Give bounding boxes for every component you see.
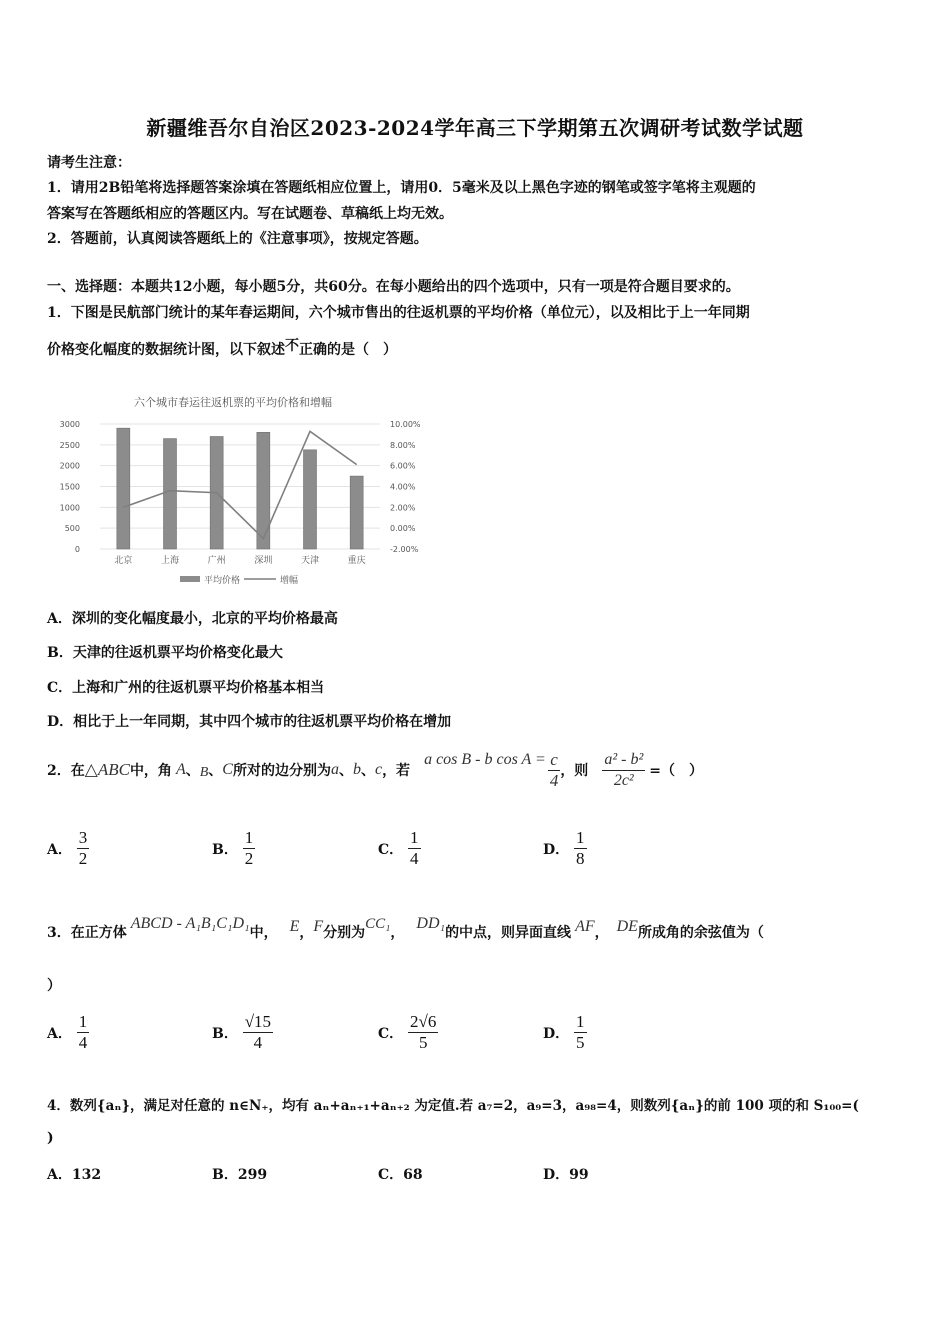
q3-comma3: ，	[594, 925, 609, 941]
q4-option-c: C．68	[378, 1167, 423, 1183]
q3-cube: ABCD - A₁B₁C₁D₁	[130, 915, 250, 932]
q3-option-b-label: B．	[212, 1025, 238, 1042]
q3-option-d-label: D．	[543, 1025, 570, 1042]
q2-option-c-label: C．	[378, 841, 404, 858]
chart-left-axis	[60, 420, 80, 554]
q1-chart-svg	[48, 384, 438, 598]
q3-prefix: 3．在正方体	[47, 925, 127, 941]
q2-angle-a: A	[175, 761, 186, 778]
q3-text3: 的中点，则异面直线	[445, 925, 572, 941]
q3-option-a-frac	[77, 1012, 90, 1053]
q2-c-num: 1	[410, 828, 419, 847]
chart-category-labels	[114, 554, 365, 566]
q2-option-b	[212, 828, 255, 869]
q3-option-c-frac	[408, 1012, 438, 1053]
q3-text1: 中，	[249, 925, 278, 941]
q2-target-num: a² - b²	[602, 750, 645, 771]
q3-point-e: E	[289, 918, 300, 935]
q2-option-a	[47, 828, 89, 869]
q4-stem: 4．数列{aₙ}，满足对任意的 n∈N₊，均有 aₙ+aₙ₊₁+aₙ₊₂ 为定值.若 a₇=2，a₉=3，a₉₈=4，则数列{aₙ}的前 100 项的和 S₁₀₀=(	[47, 1098, 859, 1114]
q2-prefix: 2．在	[47, 763, 85, 779]
q2-option-c-frac	[408, 828, 421, 869]
chart-left-tick: 2500	[59, 440, 80, 450]
q3-point-f: F	[313, 918, 324, 935]
q2-a-num: 3	[78, 828, 88, 847]
q2-option-d-label: D．	[543, 841, 570, 858]
q4-option-a: A．132	[47, 1167, 102, 1183]
notice-line-2: 2．答题前，认真阅读答题纸上的《注意事项》，按规定答题。	[47, 231, 428, 247]
q2-option-b-frac	[243, 828, 256, 869]
q2-option-a-frac	[77, 828, 90, 869]
notice-line-1a: 1．请用2B铅笔将选择题答案涂填在答题纸相应位置上，请用0．5毫米及以上黑色字迹的钢笔或签字笔将主观题的	[47, 180, 756, 196]
chart-line	[123, 431, 356, 538]
q1-option-c: C．上海和广州的往返机票平均价格基本相当	[47, 680, 325, 696]
chart-right-tick: -2.00%	[390, 545, 419, 554]
q2-text4: ，则	[560, 763, 589, 779]
q2-option-d-frac	[574, 828, 587, 869]
q2-text1: 中，角	[129, 763, 172, 779]
q3-stem	[47, 912, 764, 952]
q2-b-den: 2	[244, 849, 254, 868]
q2-sep2: 、	[208, 763, 223, 779]
q2-text5: =（ ）	[649, 763, 703, 779]
q2-equation-frac	[548, 750, 561, 791]
chart-category-label: 天津	[300, 556, 320, 566]
legend-bar-swatch	[180, 576, 200, 582]
q3-option-b	[212, 1012, 273, 1053]
legend-line-label: 增幅	[280, 576, 299, 586]
notice-line-1b: 答案写在答题纸相应的答题区内。写在试题卷、草稿纸上均无效。	[47, 206, 453, 222]
q3-d-num: 1	[576, 1012, 585, 1031]
chart-category-label: 上海	[160, 556, 180, 566]
chart-gridlines	[100, 424, 380, 549]
q2-side-c: c	[374, 761, 383, 778]
q3-edge-dd1: DD₁	[416, 915, 446, 932]
q4-option-b: B．299	[212, 1167, 268, 1183]
q2-angle-c: C	[222, 761, 233, 778]
chart-right-tick: 8.00%	[390, 440, 416, 450]
q2-side-a: a	[330, 761, 339, 778]
q3-option-c	[378, 1012, 438, 1053]
chart-left-tick: 2000	[59, 461, 80, 471]
chart-bar-4	[257, 432, 270, 549]
q3-comma2: ，	[390, 925, 405, 941]
chart-right-tick: 6.00%	[390, 461, 416, 471]
q2-option-a-label: A．	[47, 841, 72, 858]
chart-category-label: 深圳	[254, 556, 273, 566]
q2-option-b-label: B．	[212, 841, 238, 858]
chart-left-tick: 500	[64, 524, 80, 534]
chart-legend	[180, 574, 298, 586]
q1-stem-not: 不	[285, 338, 299, 354]
q3-a-den: 4	[78, 1033, 88, 1052]
q3-c-den: 5	[418, 1033, 428, 1052]
q2-eq-den: 4	[549, 770, 559, 790]
chart-right-tick: 2.00%	[390, 503, 416, 513]
chart-bars	[117, 428, 363, 549]
q3-a-num: 1	[78, 1012, 88, 1031]
q2-side-b: b	[352, 761, 361, 778]
chart-right-tick: 4.00%	[390, 482, 416, 492]
q2-text2: 所对的边分别为	[232, 763, 331, 779]
chart-bar-1	[117, 428, 130, 549]
chart-left-tick: 1000	[59, 503, 80, 513]
q3-text4: 所成角的余弦值为（	[637, 925, 764, 941]
q2-sep4: 、	[360, 763, 375, 779]
chart-left-tick: 1500	[59, 482, 80, 492]
notice-heading: 请考生注意：	[47, 155, 131, 171]
q3-option-d	[543, 1012, 587, 1053]
chart-left-tick: 3000	[59, 420, 80, 429]
q3-option-c-label: C．	[378, 1025, 404, 1042]
q2-sep1: 、	[185, 763, 200, 779]
q3-close: ）	[47, 978, 61, 994]
chart-title: 六个城市春运往返机票的平均价格和增幅	[134, 396, 332, 409]
q1-stem-line2c: 正确的是（ ）	[299, 342, 397, 358]
q2-stem	[47, 746, 703, 794]
q3-b-num: √15	[244, 1012, 272, 1031]
q3-line-de: DE	[616, 918, 638, 935]
chart-bar-6	[350, 476, 363, 549]
section-heading: 一、选择题：本题共12小题，每小题5分，共60分。在每小题给出的四个选项中，只有一项是符合题目要求的。	[47, 279, 740, 295]
q3-text2: 分别为	[323, 925, 366, 941]
q2-option-c	[378, 828, 421, 869]
chart-category-label: 北京	[114, 556, 133, 566]
q3-d-den: 5	[576, 1033, 585, 1052]
q2-b-num: 1	[244, 828, 254, 847]
chart-right-axis	[390, 420, 421, 554]
chart-bar-5	[304, 450, 317, 549]
q3-c-num: 2√6	[410, 1012, 437, 1031]
q1-chart	[48, 384, 438, 598]
chart-right-tick: 0.00%	[390, 524, 416, 534]
page-title: 新疆维吾尔自治区2023-2024学年高三下学期第五次调研考试数学试题	[146, 116, 804, 140]
q2-sep3: 、	[338, 763, 353, 779]
q3-edge-cc1: CC₁	[365, 915, 391, 932]
q1-option-d: D．相比于上一年同期，其中四个城市的往返机票平均价格在增加	[47, 714, 452, 730]
chart-category-label: 广州	[207, 556, 226, 566]
chart-left-tick: 0	[74, 545, 80, 554]
q3-option-d-frac	[574, 1012, 587, 1053]
q2-target-frac	[602, 750, 645, 791]
q2-d-num: 1	[576, 828, 585, 847]
q3-line-af: AF	[575, 918, 595, 935]
chart-bar-2	[164, 439, 177, 549]
q2-angle-b: B	[199, 765, 209, 780]
q2-d-den: 8	[576, 849, 585, 868]
q4-close: )	[47, 1130, 54, 1146]
q1-stem-line2a: 价格变化幅度的数据统计图，以下叙述	[47, 342, 285, 358]
chart-series-line	[123, 431, 356, 538]
chart-right-tick: 10.00%	[390, 420, 421, 429]
legend-bar-label: 平均价格	[204, 576, 241, 586]
q2-target-den: 2c²	[613, 771, 634, 789]
q1-option-a: A．深圳的变化幅度最小，北京的平均价格最高	[47, 611, 338, 627]
q3-option-b-frac	[243, 1012, 273, 1053]
q2-triangle: △ABC	[84, 760, 130, 779]
q2-equation-lhs: a cos B - b cos A =	[424, 751, 546, 768]
q2-text3: ，若	[382, 763, 411, 779]
q1-stem-line1: 1．下图是民航部门统计的某年春运期间，六个城市售出的往返机票的平均价格（单位元），以及相比于上一年同期	[47, 305, 750, 321]
q1-option-b: B．天津的往返机票平均价格变化最大	[47, 645, 283, 661]
q3-option-a	[47, 1012, 89, 1053]
q3-comma1: ，	[299, 925, 314, 941]
q2-option-d	[543, 828, 587, 869]
q3-option-a-label: A．	[47, 1025, 72, 1042]
q2-eq-num: c	[548, 750, 561, 771]
q1-stem-line2	[47, 339, 397, 359]
chart-category-label: 重庆	[347, 556, 366, 566]
q2-c-den: 4	[410, 849, 419, 868]
q2-a-den: 2	[78, 849, 88, 868]
q4-option-d: D．99	[543, 1167, 589, 1183]
q3-b-den: 4	[253, 1033, 263, 1052]
